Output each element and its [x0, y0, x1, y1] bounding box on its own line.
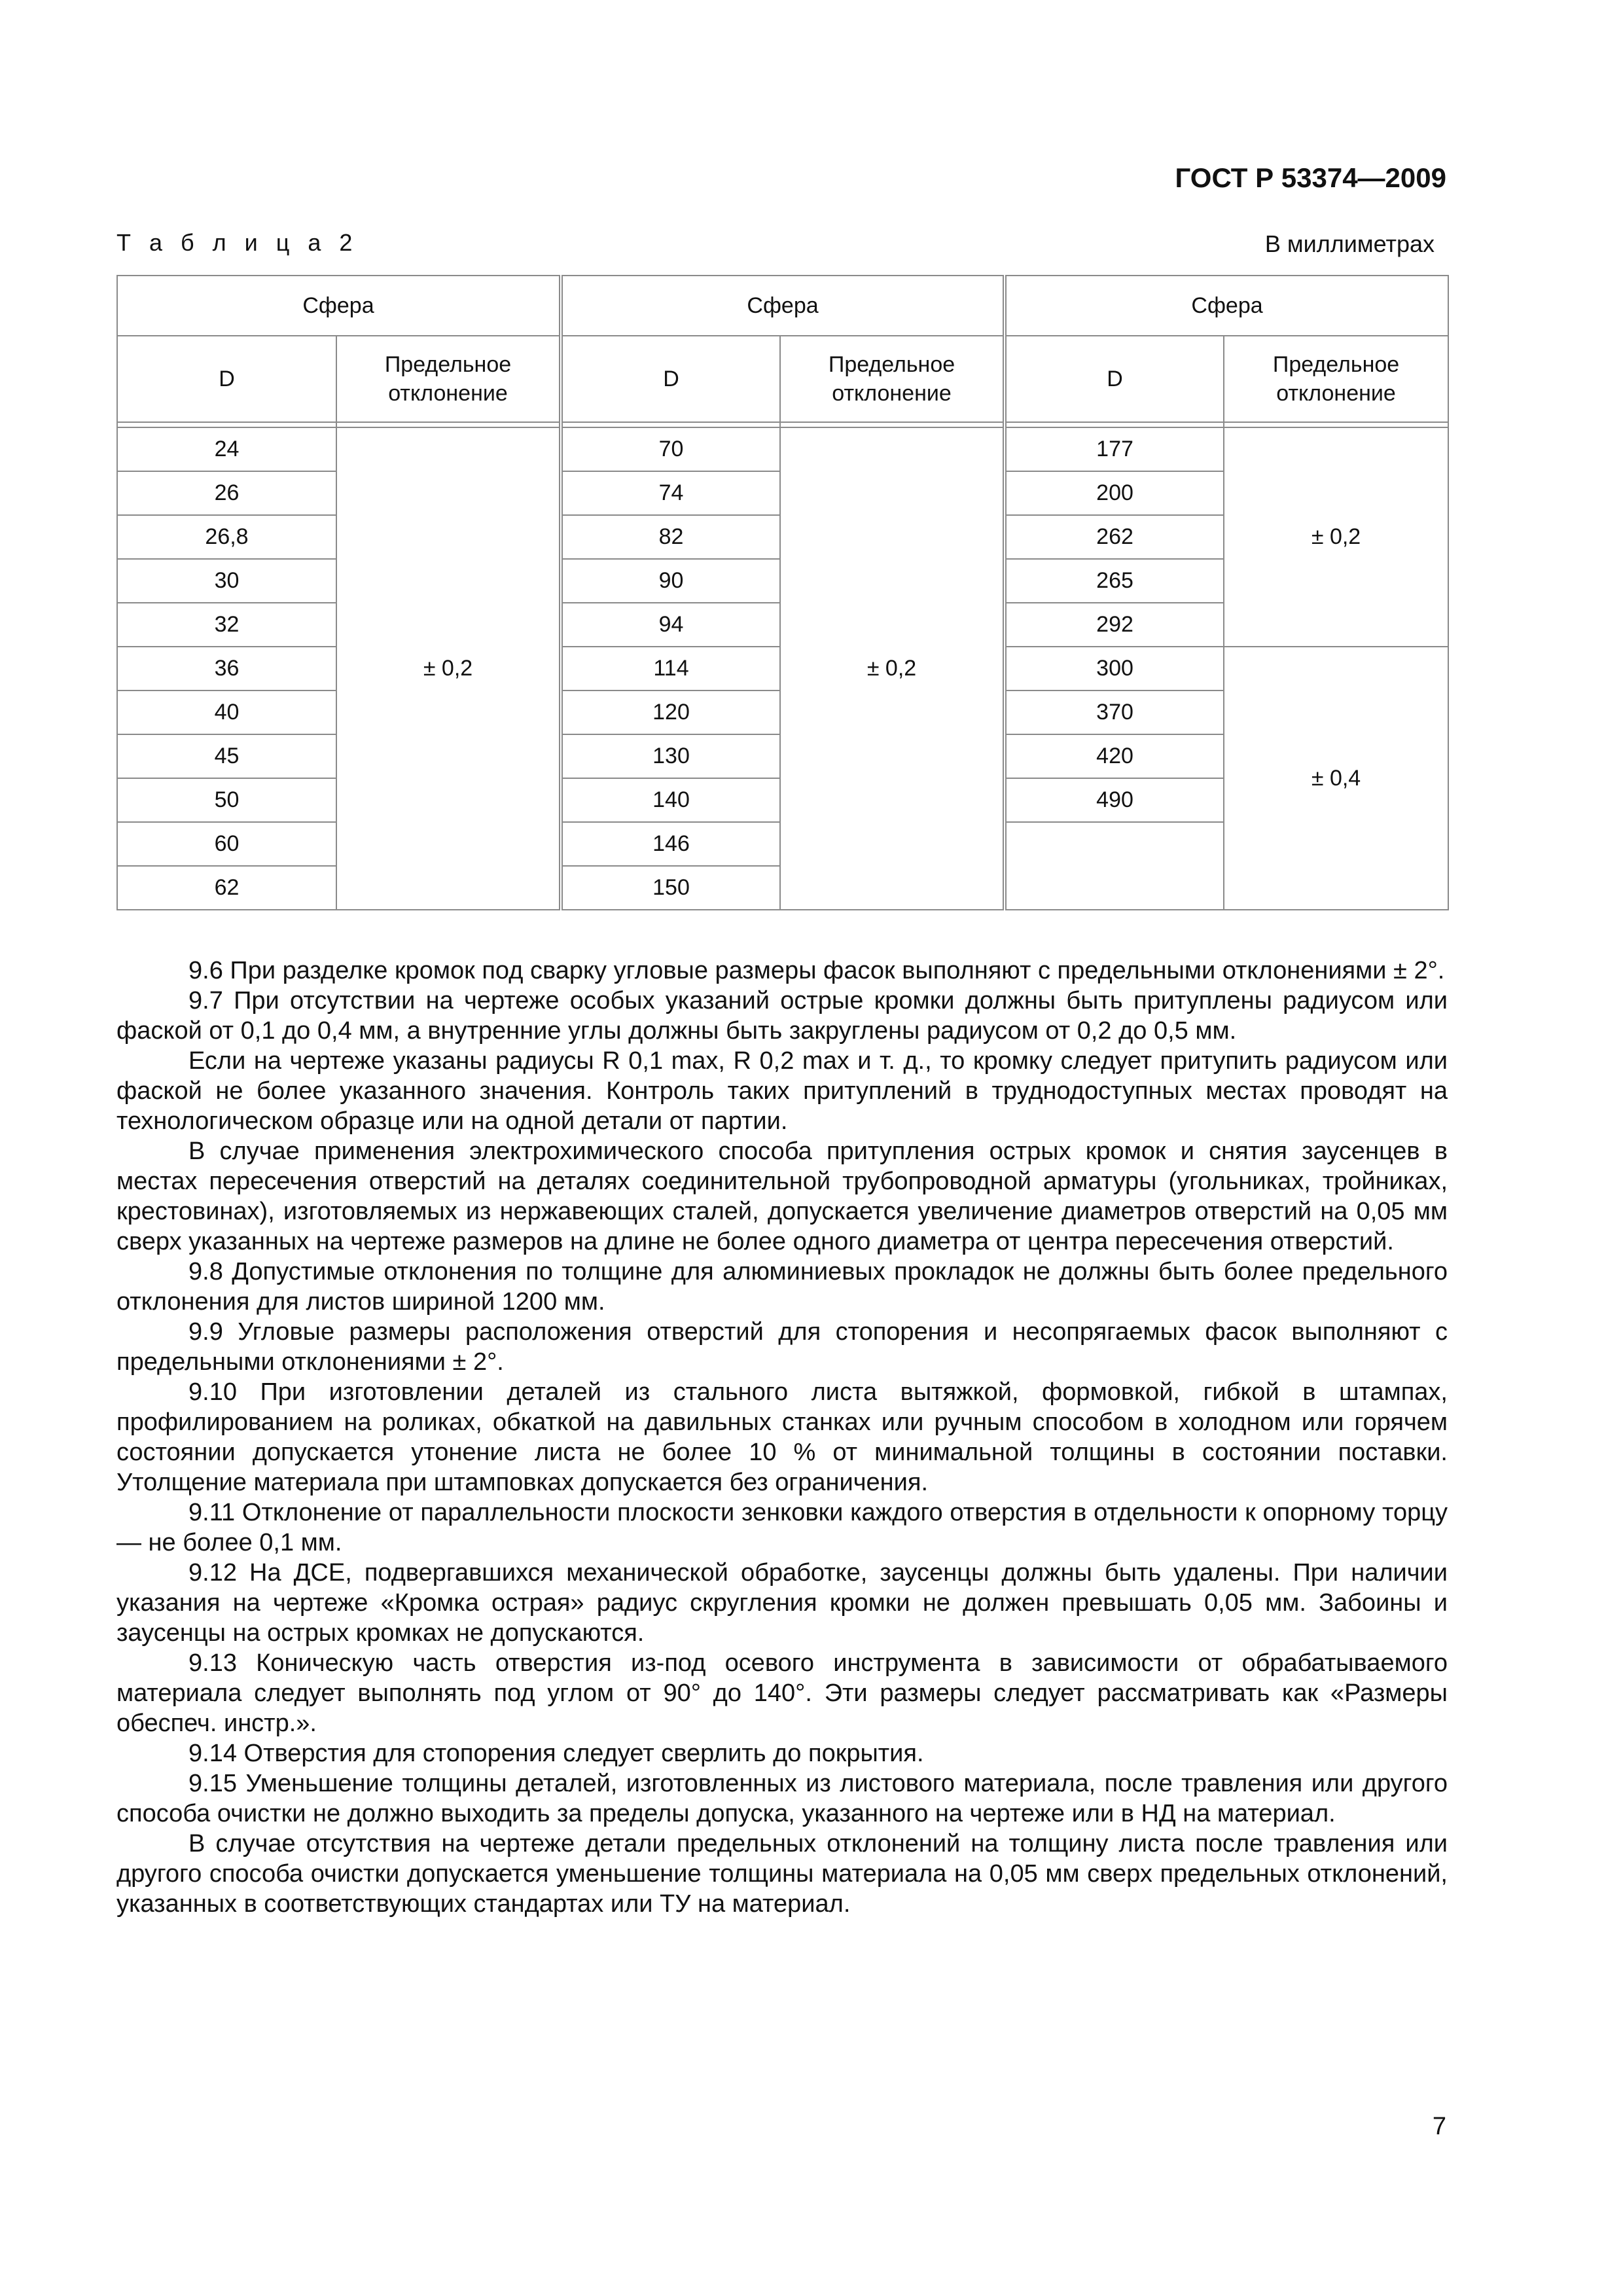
table-cell: 90 — [561, 559, 780, 603]
column-header-line: отклонение — [832, 381, 952, 406]
table-cell: 120 — [561, 691, 780, 734]
column-header-tolerance — [780, 336, 1005, 422]
table-cell: 177 — [1005, 427, 1224, 471]
paragraph: В случае отсутствия на чертеже детали предельных отклонений на толщину листа после травления или другого способа очистки допускается уменьшение толщины материала на 0,05 мм сверх предельных отклонений, указанных в соответствующих стандартах или ТУ на материал. — [116, 1830, 1448, 1918]
paragraph: 9.9 Угловые размеры расположения отверстий для стопорения и несопрягаемых фасок выполняют с предельными отклонениями ± 2°. — [116, 1318, 1448, 1376]
table-cell: 130 — [561, 734, 780, 778]
table-cell: 370 — [1005, 691, 1224, 734]
column-header-tolerance — [1224, 336, 1448, 422]
table-cell: 60 — [117, 822, 336, 866]
table-column-header-row — [117, 336, 1448, 422]
table-cell — [1005, 822, 1224, 866]
table-cell: 82 — [561, 515, 780, 559]
column-header-line: Предельное — [828, 352, 955, 377]
body-text — [116, 956, 1448, 1919]
paragraph: Если на чертеже указаны радиусы R 0,1 max, R 0,2 max и т. д., то кромку следует притупить радиусом или фаской не более указанного значения. Контроль таких притуплений в труднодоступных местах проводят на технологическом образце или на одной детали от партии. — [116, 1047, 1448, 1135]
column-header-line: отклонение — [388, 381, 508, 406]
tolerance-cell: ± 0,4 — [1224, 647, 1448, 910]
table-cell: 26 — [117, 471, 336, 515]
paragraph: 9.14 Отверстия для стопорения следует сверлить до покрытия. — [188, 1740, 924, 1767]
table-cell: 262 — [1005, 515, 1224, 559]
table-cell: 70 — [561, 427, 780, 471]
table-cell: 300 — [1005, 647, 1224, 691]
table-cell: 94 — [561, 603, 780, 647]
table-cell: 50 — [117, 778, 336, 822]
table-cell: 146 — [561, 822, 780, 866]
paragraph: 9.8 Допустимые отклонения по толщине для алюминиевых прокладок не должны быть более предельного отклонения для листов шириной 1200 мм. — [116, 1258, 1448, 1316]
table-cell: 32 — [117, 603, 336, 647]
document-code: ГОСТ Р 53374—2009 — [1175, 162, 1446, 193]
table-cell: 420 — [1005, 734, 1224, 778]
sphere-tolerance-table — [116, 275, 1449, 910]
paragraph: 9.15 Уменьшение толщины деталей, изготовленных из листового материала, после травления или другого способа очистки не должно выходить за пределы допуска, указанного на чертеже или в НД на материал. — [116, 1770, 1448, 1827]
table-caption: Т а б л и ц а 2 — [116, 229, 359, 256]
table-cell: 36 — [117, 647, 336, 691]
table-cell: 114 — [561, 647, 780, 691]
table-cell: 490 — [1005, 778, 1224, 822]
paragraph: 9.6 При разделке кромок под сварку угловые размеры фасок выполняют с предельными отклонениями ± 2°. — [188, 957, 1445, 984]
table-row — [117, 427, 1448, 471]
table-units: В миллиметрах — [1264, 230, 1435, 257]
column-header-d: D — [1005, 336, 1224, 422]
paragraph: В случае применения электрохимического способа притупления острых кромок и снятия заусенцев в местах пересечения отверстий на деталях соединительной трубопроводной арматуры (угольниках, тройниках, крестовинах), изготовляемых из нержавеющих сталей, допускается увеличение диаметров отверстий на 0,05 мм сверх указанных на чертеже размеров на длине не более одного диаметра от центра пересечения отверстий. — [116, 1138, 1448, 1255]
group-header: Сфера — [561, 276, 1005, 336]
table-cell: 265 — [1005, 559, 1224, 603]
column-header-line: отклонение — [1276, 381, 1396, 406]
group-header: Сфера — [1005, 276, 1448, 336]
table-cell: 62 — [117, 866, 336, 910]
paragraph: 9.12 На ДСЕ, подвергавшихся механической обработке, заусенцы должны быть удалены. При наличии указания на чертеже «Кромка острая» радиус скругления кромки не должен превышать 0,05 мм. Забоины и заусенцы на острых кромках не допускаются. — [116, 1559, 1448, 1647]
table-group-header-row — [117, 276, 1448, 336]
table-cell: 140 — [561, 778, 780, 822]
table-cell: 200 — [1005, 471, 1224, 515]
table-cell: 24 — [117, 427, 336, 471]
tolerance-cell: ± 0,2 — [336, 427, 561, 910]
table-cell: 150 — [561, 866, 780, 910]
table-cell: 292 — [1005, 603, 1224, 647]
tolerance-cell: ± 0,2 — [1224, 427, 1448, 647]
paragraph: 9.13 Коническую часть отверстия из-под осевого инструмента в зависимости от обрабатываемого материала следует выполнять под углом от 90° до 140°. Эти размеры следует рассматривать как «Размеры обеспеч. инстр.». — [116, 1649, 1448, 1737]
column-header-d: D — [561, 336, 780, 422]
paragraph: 9.7 При отсутствии на чертеже особых указаний острые кромки должны быть притуплены радиусом или фаской от 0,1 до 0,4 мм, а внутренние углы должны быть закруглены радиусом от 0,2 до 0,5 мм. — [116, 987, 1448, 1045]
group-header: Сфера — [117, 276, 561, 336]
paragraph: 9.10 При изготовлении деталей из стального листа вытяжкой, формовкой, гибкой в штампах, профилированием на роликах, обкаткой на давильных станках или ручным способом в холодном или горячем состоянии допускается утонение листа не более 10 % от минимальной толщины в состоянии поставки. Утолщение материала при штамповках допускается без ограничения. — [116, 1378, 1448, 1496]
table-cell: 26,8 — [117, 515, 336, 559]
table-cell: 45 — [117, 734, 336, 778]
column-header-tolerance — [336, 336, 561, 422]
tolerance-cell: ± 0,2 — [780, 427, 1005, 910]
column-header-d: D — [117, 336, 336, 422]
table-cell: 74 — [561, 471, 780, 515]
page-number: 7 — [1432, 2113, 1446, 2140]
table-cell: 40 — [117, 691, 336, 734]
paragraph: 9.11 Отклонение от параллельности плоскости зенковки каждого отверстия в отдельности к опорному торцу — не более 0,1 мм. — [116, 1499, 1448, 1556]
table-cell — [1005, 866, 1224, 910]
header-separator — [117, 422, 1448, 427]
column-header-line: Предельное — [384, 352, 512, 377]
table-cell: 30 — [117, 559, 336, 603]
column-header-line: Предельное — [1272, 352, 1400, 377]
